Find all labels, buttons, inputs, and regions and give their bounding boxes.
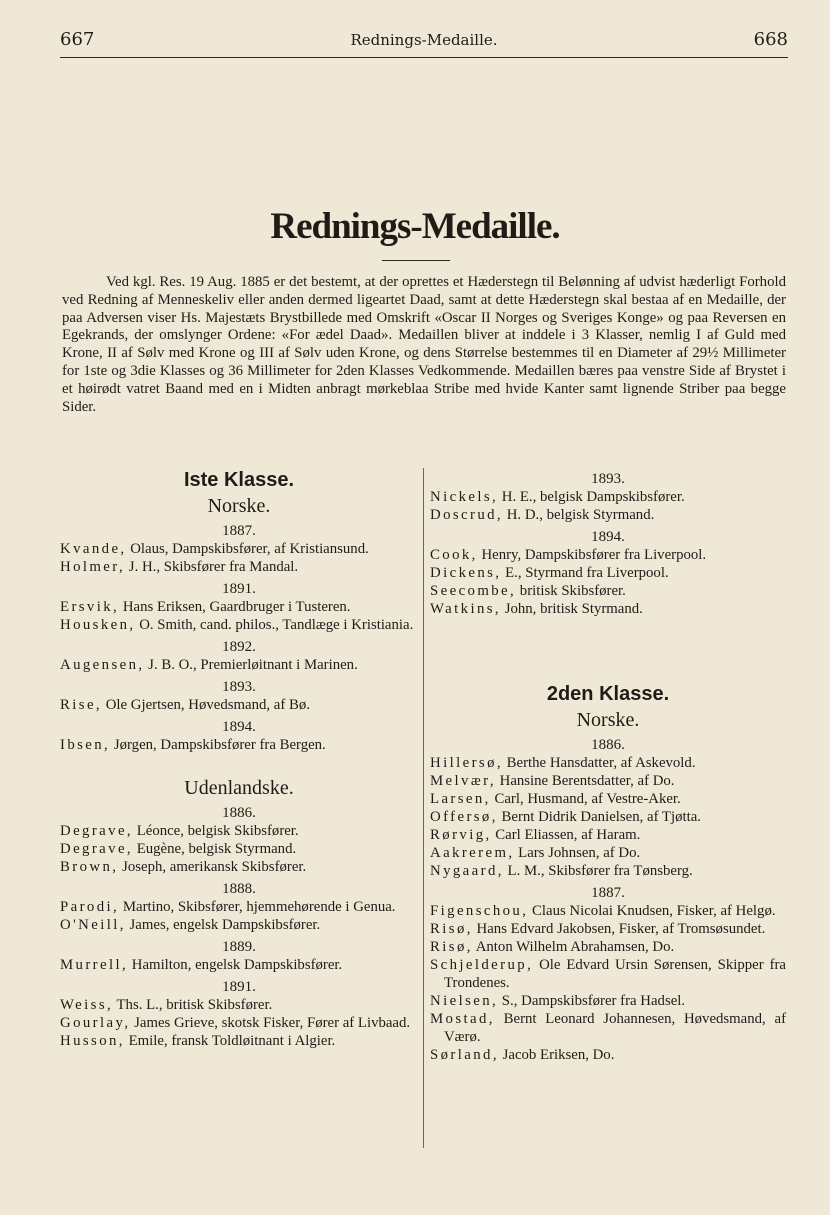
entry-text: britisk Skibsfører.: [516, 583, 626, 599]
entry-name: Parodi,: [60, 899, 120, 915]
list-item: [60, 956, 418, 974]
list-item: [60, 656, 418, 674]
entry-text: J. H., Skibsfører fra Mandal.: [125, 559, 299, 575]
title-rule: [382, 260, 450, 261]
entry-text: Joseph, amerikansk Skibsfører.: [118, 859, 307, 875]
year-heading: 1892.: [222, 639, 256, 655]
entry-list: [60, 804, 418, 1050]
section-heading-udenlandske: Udenlandske.: [184, 777, 294, 799]
entry-text: Bernt Leonard Johannesen, Høvedsmand, af Værø.: [444, 1011, 786, 1045]
year-heading: 1894.: [222, 719, 256, 735]
entry-name: Degrave,: [60, 841, 134, 857]
entry-name: Weiss,: [60, 997, 114, 1013]
entry-name: Figenschou,: [430, 903, 529, 919]
entry-name: Watkins,: [430, 601, 502, 617]
list-item: [430, 1010, 786, 1046]
entry-text: Jørgen, Dampskibsfører fra Bergen.: [110, 737, 326, 753]
entry-text: James Grieve, skotsk Fisker, Fører af Livbaad.: [130, 1015, 411, 1031]
entry-name: Aakrerem,: [430, 845, 515, 861]
list-item: [60, 616, 418, 634]
list-item: [60, 696, 418, 714]
list-item: [430, 582, 786, 600]
entry-name: Augensen,: [60, 657, 145, 673]
entry-text: Jacob Eriksen, Do.: [498, 1047, 615, 1063]
entry-name: Housken,: [60, 617, 136, 633]
entry-name: Holmer,: [60, 559, 126, 575]
list-item: [430, 546, 786, 564]
entry-text: Eugène, belgisk Styrmand.: [133, 841, 297, 857]
list-item: [430, 564, 786, 582]
entry-name: Sørland,: [430, 1047, 499, 1063]
entry-text: Henry, Dampskibsfører fra Liverpool.: [477, 547, 707, 563]
right-column: [430, 466, 786, 1064]
list-item: [430, 772, 786, 790]
list-item: [60, 840, 418, 858]
entry-name: O'Neill,: [60, 917, 126, 933]
entry-name: Murrell,: [60, 957, 129, 973]
list-item: [430, 790, 786, 808]
list-item: [430, 902, 786, 920]
entry-text: John, britisk Styrmand.: [501, 601, 643, 617]
entry-text: H. E., belgisk Dampskibsfører.: [498, 489, 685, 505]
entry-name: Dickens,: [430, 565, 502, 581]
entry-list: [430, 736, 786, 1064]
entry-name: Cook,: [430, 547, 478, 563]
entry-text: Claus Nicolai Knudsen, Fisker, af Helgø.: [528, 903, 776, 919]
list-item: [430, 826, 786, 844]
entry-name: Hillersø,: [430, 755, 503, 771]
entry-text: Berthe Hansdatter, af Askevold.: [502, 755, 696, 771]
year-heading: 1886.: [591, 737, 625, 753]
intro-text: Ved kgl. Res. 19 Aug. 1885 er det bestemt, at der oprettes et Hæderstegn til Belønning af udvist hæderligt Forhold ved Redning af Menneskeliv eller anden dermed ligeartet Daad, samt at dette Hæderstegn skal bestaa af en Medaille, der paa Adversen viser Hs. Majestæts Brystbillede med Omskrift «Oscar II Norges og Sveriges Konge» og paa Reversen en Egekrands, der omslynger Ordene: «For ædel Daad». Medaillen bliver at inddele i 3 Klasser, nemlig I af Guld med Krone, II af Sølv med Krone og III af Sølv uden Krone, og dens Størrelse bestemmes til en Diameter af 29½ Millimeter for 1ste og 3die Klasses og 36 Millimeter for 2den Klasses Vedkommende. Medaillen bæres paa venstre Side af Brystet i et høirødt vatret Baand med en i Midten anbragt mørkeblaa Stribe med hvide Kanter samt lignende Striber paa begge Sider.: [62, 274, 786, 415]
entry-name: Mostad,: [430, 1011, 495, 1027]
entry-name: Brown,: [60, 859, 119, 875]
left-column: [60, 466, 418, 1050]
right-page-number: 668: [753, 29, 788, 50]
entry-name: Risø,: [430, 921, 473, 937]
entry-name: Seecombe,: [430, 583, 517, 599]
list-item: [430, 862, 786, 880]
entry-text: Hansine Berentsdatter, af Do.: [495, 773, 675, 789]
entry-name: Offersø,: [430, 809, 498, 825]
year-heading: 1894.: [591, 529, 625, 545]
entry-name: Nielsen,: [430, 993, 499, 1009]
list-item: [430, 992, 786, 1010]
section-heading-norske: Norske.: [576, 709, 640, 731]
list-item: [430, 920, 786, 938]
year-heading: 1893.: [222, 679, 256, 695]
running-title: Rednings-Medaille.: [350, 31, 498, 49]
list-item: [60, 1014, 418, 1032]
entry-text: Hans Edvard Jakobsen, Fisker, af Tromsøsundet.: [472, 921, 766, 937]
entry-text: Ths. L., britisk Skibsfører.: [113, 997, 273, 1013]
entry-text: Hans Eriksen, Gaardbruger i Tusteren.: [119, 599, 351, 615]
entry-name: Schjelderup,: [430, 957, 534, 973]
entry-text: Ole Gjertsen, Høvedsmand, af Bø.: [102, 697, 310, 713]
year-heading: 1887.: [591, 885, 625, 901]
list-item: [60, 1032, 418, 1050]
year-heading: 1887.: [222, 523, 256, 539]
entry-name: Doscrud,: [430, 507, 504, 523]
entry-name: Melvær,: [430, 773, 496, 789]
entry-text: Anton Wilhelm Abrahamsen, Do.: [472, 939, 675, 955]
list-item: [430, 754, 786, 772]
entry-list: [60, 522, 418, 754]
entry-text: Martino, Skibsfører, hjemmehørende i Genua.: [119, 899, 396, 915]
list-item: [430, 488, 786, 506]
year-heading: 1893.: [591, 471, 625, 487]
entry-name: Ibsen,: [60, 737, 111, 753]
entry-name: Degrave,: [60, 823, 134, 839]
entry-text: Lars Johnsen, af Do.: [514, 845, 641, 861]
entry-name: Ersvik,: [60, 599, 120, 615]
year-heading: 1889.: [222, 939, 256, 955]
column-divider: [423, 468, 424, 1148]
list-item: [430, 844, 786, 862]
entry-name: Kvande,: [60, 541, 127, 557]
running-head: [60, 29, 788, 53]
entry-name: Rise,: [60, 697, 103, 713]
entry-name: Nygaard,: [430, 863, 504, 879]
list-item: [60, 822, 418, 840]
page-title: Rednings-Medaille.: [270, 206, 560, 247]
year-heading: 1888.: [222, 881, 256, 897]
year-heading: 1886.: [222, 805, 256, 821]
year-heading: 1891.: [222, 979, 256, 995]
entry-text: J. B. O., Premierløitnant i Marinen.: [144, 657, 358, 673]
list-item: [430, 506, 786, 524]
list-item: [430, 1046, 786, 1064]
entry-name: Rørvig,: [430, 827, 492, 843]
entry-text: James, engelsk Dampskibsfører.: [125, 917, 321, 933]
section-heading-norske: Norske.: [207, 495, 271, 517]
entry-text: Léonce, belgisk Skibsfører.: [133, 823, 299, 839]
entry-text: H. D., belgisk Styrmand.: [503, 507, 655, 523]
list-item: [430, 808, 786, 826]
year-heading: 1891.: [222, 581, 256, 597]
entry-name: Husson,: [60, 1033, 125, 1049]
left-page-number: 667: [60, 29, 95, 50]
list-item: [430, 956, 786, 992]
list-item: [60, 540, 418, 558]
entry-text: S., Dampskibsfører fra Hadsel.: [498, 993, 686, 1009]
entry-text: Ole Edvard Ursin Sørensen, Skipper fra Trondenes.: [444, 957, 786, 991]
list-item: [60, 598, 418, 616]
class-heading-1: Iste Klasse.: [183, 469, 295, 491]
entry-text: Carl, Husmand, af Vestre-Aker.: [490, 791, 681, 807]
entry-text: Hamilton, engelsk Dampskibsfører.: [128, 957, 343, 973]
list-item: [60, 558, 418, 576]
list-item: [60, 858, 418, 876]
entry-name: Risø,: [430, 939, 473, 955]
entry-list: [430, 470, 786, 618]
entry-text: Olaus, Dampskibsfører, af Kristiansund.: [126, 541, 369, 557]
list-item: [60, 916, 418, 934]
entry-text: Bernt Didrik Danielsen, af Tjøtta.: [497, 809, 701, 825]
entry-text: Carl Eliassen, af Haram.: [491, 827, 641, 843]
entry-text: E., Styrmand fra Liverpool.: [501, 565, 669, 581]
list-item: [60, 996, 418, 1014]
entry-text: Emile, fransk Toldløitnant i Algier.: [124, 1033, 336, 1049]
intro-paragraph: [62, 274, 786, 416]
entry-name: Gourlay,: [60, 1015, 131, 1031]
list-item: [60, 736, 418, 754]
class-heading-2: 2den Klasse.: [546, 683, 670, 705]
header-rule: [60, 57, 788, 58]
entry-text: O. Smith, cand. philos., Tandlæge i Kristiania.: [135, 617, 414, 633]
list-item: [430, 938, 786, 956]
list-item: [60, 898, 418, 916]
list-item: [430, 600, 786, 618]
entry-name: Nickels,: [430, 489, 499, 505]
entry-text: L. M., Skibsfører fra Tønsberg.: [503, 863, 693, 879]
entry-name: Larsen,: [430, 791, 491, 807]
